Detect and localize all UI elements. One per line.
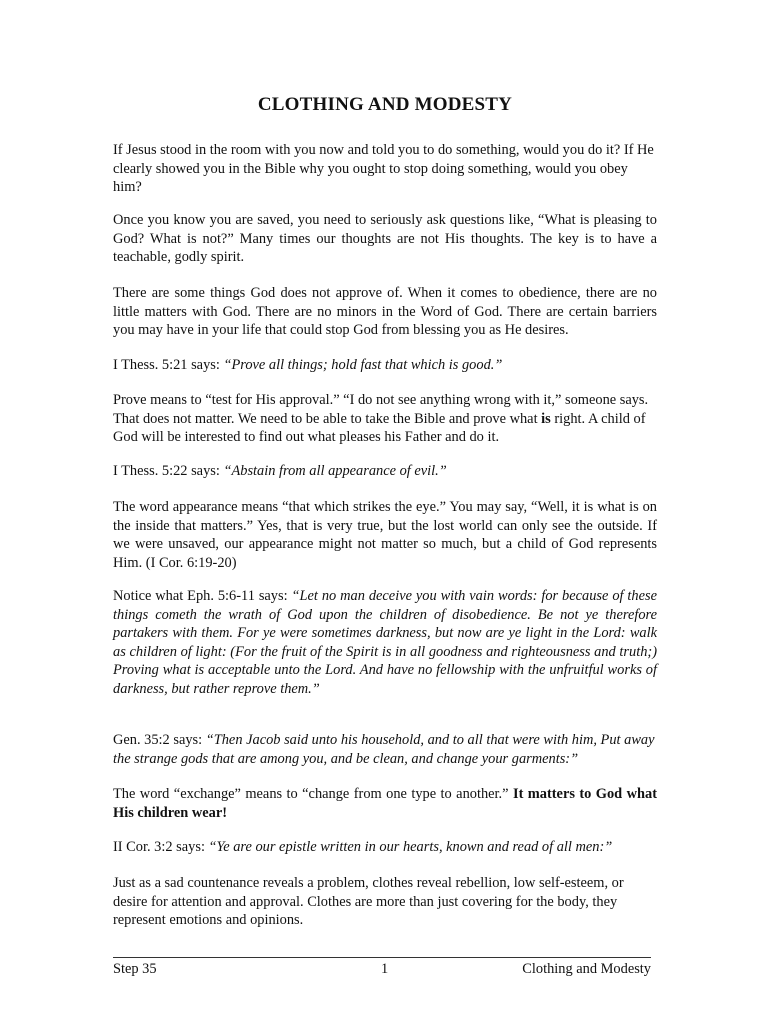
emphasis-text: is [541,410,551,427]
scripture-reference: II Cor. 3:2 says: [113,839,209,855]
scripture-quote: “Let no man deceive you with vain words: for because of these things cometh the wrath of God upon the children of disobedience. Be not ye therefore partakers with them. For ye were sometimes darkness, but now are ye light in the Lord: walk as children of light: (For the fruit of the Spirit is in all goodness and righteousness and truth;) Proving what is acceptable unto the Lord. And have no fellowship with the unfruitful works of darkness, but rather reprove them.” [113,588,657,697]
footer-title: Clothing and Modesty [522,961,651,977]
scripture-gen-35-2 [113,731,657,768]
scripture-reference: Notice what Eph. 5:6-11 says: [113,588,292,604]
page-footer [113,961,651,978]
paragraph-saved: Once you know you are saved, you need to seriously ask questions like, “What is pleasing to God? What is not?” Many times our thoughts are not His thoughts. The key is to have a teachable, godly spirit. [113,212,657,265]
scripture-reference: Gen. 35:2 says: [113,732,206,748]
paragraph-intro: If Jesus stood in the room with you now and told you to do something, would you do it? If He clearly showed you in the Bible why you ought to stop doing something, would you obey him? [113,142,654,195]
page-title: CLOTHING AND MODESTY [257,94,513,115]
footer-page-number: 1 [381,961,389,977]
paragraph-prove [113,391,657,447]
paragraph-text: Prove means to “test for His approval.” “I do not see anything wrong with it,” someone says. That does not matter. We need to be able to take the Bible and prove what [113,392,649,427]
footer-step: Step 35 [113,961,157,977]
scripture-thess-5-22 [113,462,657,481]
scripture-ii-cor-3-2 [113,838,657,857]
scripture-eph-5-6-11 [113,587,657,698]
footer-divider [113,957,651,958]
paragraph-obedience: There are some things God does not approve of. When it comes to obedience, there are no little matters with God. There are no minors in the Word of God. There are certain barriers you may have in your life that could stop God from blessing you as He desires. [113,285,657,338]
paragraph-exchange [113,785,657,822]
paragraph-text: right. A child of God will be interested to find out what pleases his Father and do it. [113,410,646,445]
scripture-quote: “Abstain from all appearance of evil.” [223,463,447,479]
paragraph-text: The word “exchange” means to “change from one type to another.” [113,786,513,802]
scripture-reference: I Thess. 5:21 says: [113,357,224,373]
paragraph-countenance: Just as a sad countenance reveals a problem, clothes reveal rebellion, low self-esteem, or desire for attention and approval. Clothes are more than just covering for the body, they represent emotions and opinions. [113,875,624,928]
paragraph-appearance: The word appearance means “that which strikes the eye.” You may say, “Well, it is what is on the inside that matters.” Yes, that is very true, but the lost world can only see the outside. If we were unsaved, our appearance might not matter so much, but a child of God represents Him. (I Cor. 6:19-20) [113,499,657,571]
scripture-quote: “Then Jacob said unto his household, and to all that were with him, Put away the strange gods that are among you, and be clean, and change your garments:” [113,732,655,767]
emphasis-text: It matters to God what His children wear! [113,786,657,821]
scripture-quote: “Prove all things; hold fast that which is good.” [223,357,503,373]
scripture-thess-5-21 [113,356,657,375]
scripture-quote: “Ye are our epistle written in our hearts, known and read of all men:” [208,839,613,855]
scripture-reference: I Thess. 5:22 says: [113,463,224,479]
